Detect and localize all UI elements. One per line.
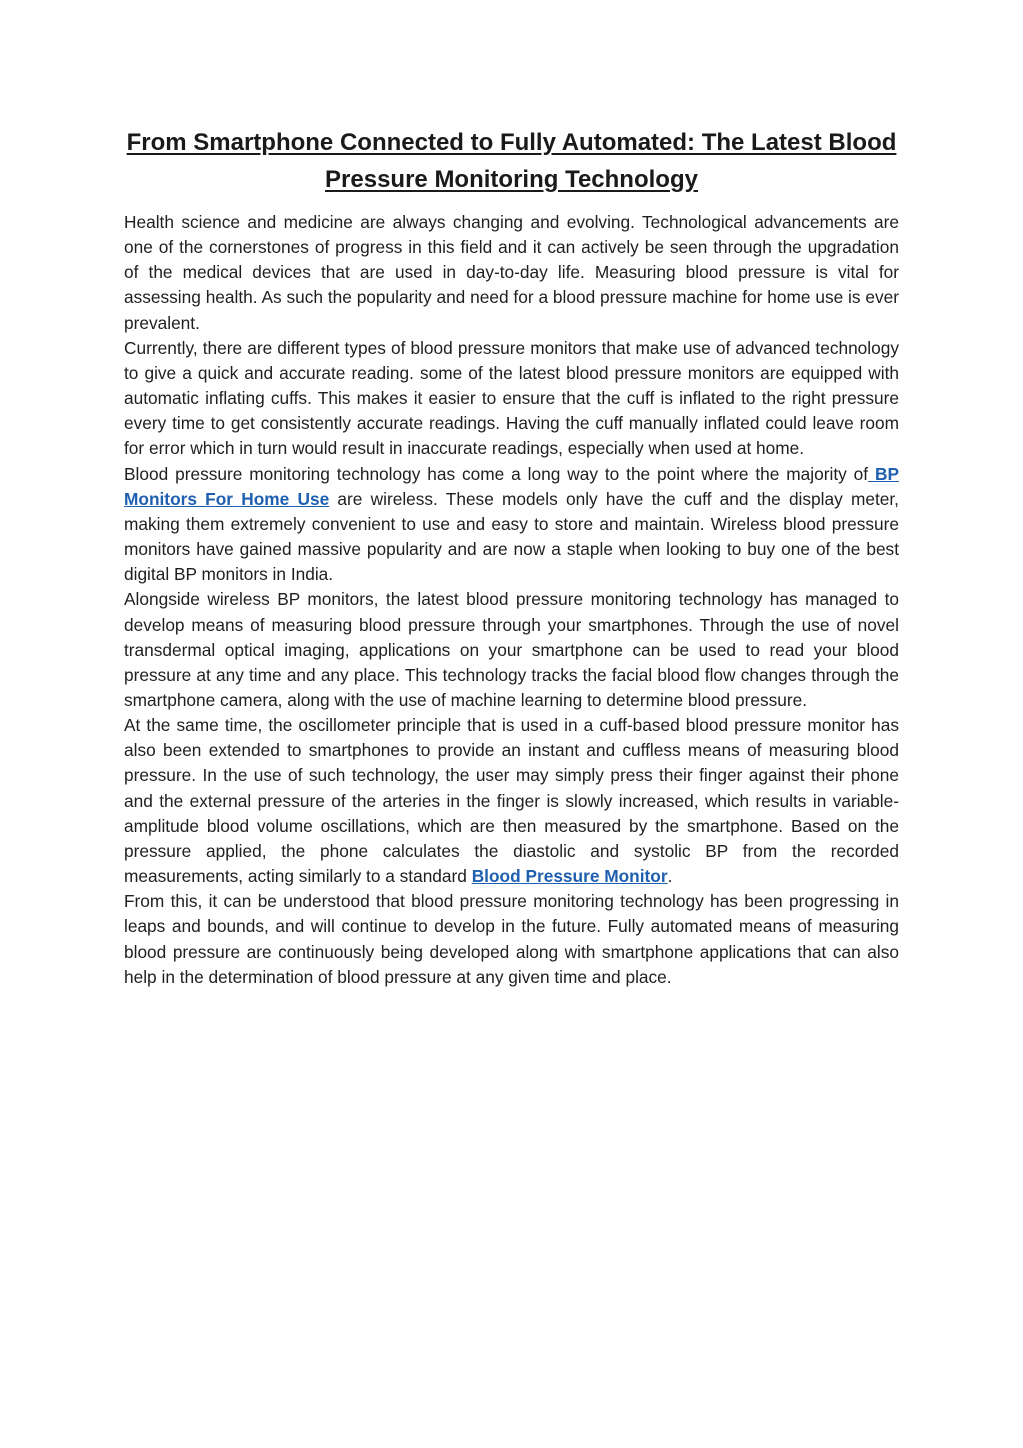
document-body bbox=[124, 210, 899, 990]
paragraph-text-after-link: are wireless. These models only have the cuff and the display meter, making them extremely convenient to use and easy to store and maintain. Wireless blood pressure monitors have gained massive popularity and are now a staple when looking to buy one of the best digital BP monitors in India. bbox=[124, 488, 899, 585]
paragraph-text-before-link: At the same time, the oscillometer principle that is used in a cuff-based blood pressure monitor has also been extended to smartphones to provide an instant and cuffless means of measuring blood pressure. In the use of such technology, the user may simply press their finger against their phone and the external pressure of the arteries in the finger is slowly increased, which results in variable-amplitude blood volume oscillations, which are then measured by the smartphone. Based on the pressure applied, the phone calculates the diastolic and systolic BP from the recorded measurements, acting similarly to a standard bbox=[124, 715, 899, 887]
paragraph-text-before-link: Blood pressure monitoring technology has come a long way to the point where the majority of bbox=[124, 463, 869, 484]
paragraph-text-after-link: . bbox=[667, 866, 673, 887]
paragraph-conclusion: From this, it can be understood that blood pressure monitoring technology has been progressing in leaps and bounds, and will continue to develop in the future. Fully automated means of measuring blood pressure are continuously being developed along with smartphone applications that can also help in the determination of blood pressure at any given time and place. bbox=[124, 891, 899, 987]
paragraph-oscillometer bbox=[124, 713, 899, 889]
paragraph-automatic-cuffs: Currently, there are different types of blood pressure monitors that make use of advanced technology to give a quick and accurate reading. some of the latest blood pressure monitors are equipped with automatic inflating cuffs. This makes it easier to ensure that the cuff is inflated to the right pressure every time to get consistently accurate readings. Having the cuff manually inflated could leave room for error which in turn would result in inaccurate readings, especially when used at home. bbox=[124, 337, 899, 459]
document-title: From Smartphone Connected to Fully Automated: The Latest Blood Pressure Monitoring Technology bbox=[126, 129, 897, 193]
paragraph-wireless-monitors bbox=[124, 462, 899, 588]
paragraph-smartphone-imaging: Alongside wireless BP monitors, the latest blood pressure monitoring technology has managed to develop means of measuring blood pressure through your smartphones. Through the use of novel transdermal optical imaging, applications on your smartphone can be used to read your blood pressure at any time and any place. This technology tracks the facial blood flow changes through the smartphone camera, along with the use of machine learning to determine blood pressure. bbox=[124, 589, 899, 710]
bp-monitors-home-use-link[interactable]: BP Monitors For Home Use bbox=[124, 463, 899, 509]
paragraph-intro: Health science and medicine are always changing and evolving. Technological advancements are one of the cornerstones of progress in this field and it can actively be seen through the upgradation of the medical devices that are used in day-to-day life. Measuring blood pressure is vital for assessing health. As such the popularity and need for a blood pressure machine for home use is ever prevalent. bbox=[124, 212, 899, 333]
blood-pressure-monitor-link[interactable]: Blood Pressure Monitor bbox=[471, 866, 668, 887]
